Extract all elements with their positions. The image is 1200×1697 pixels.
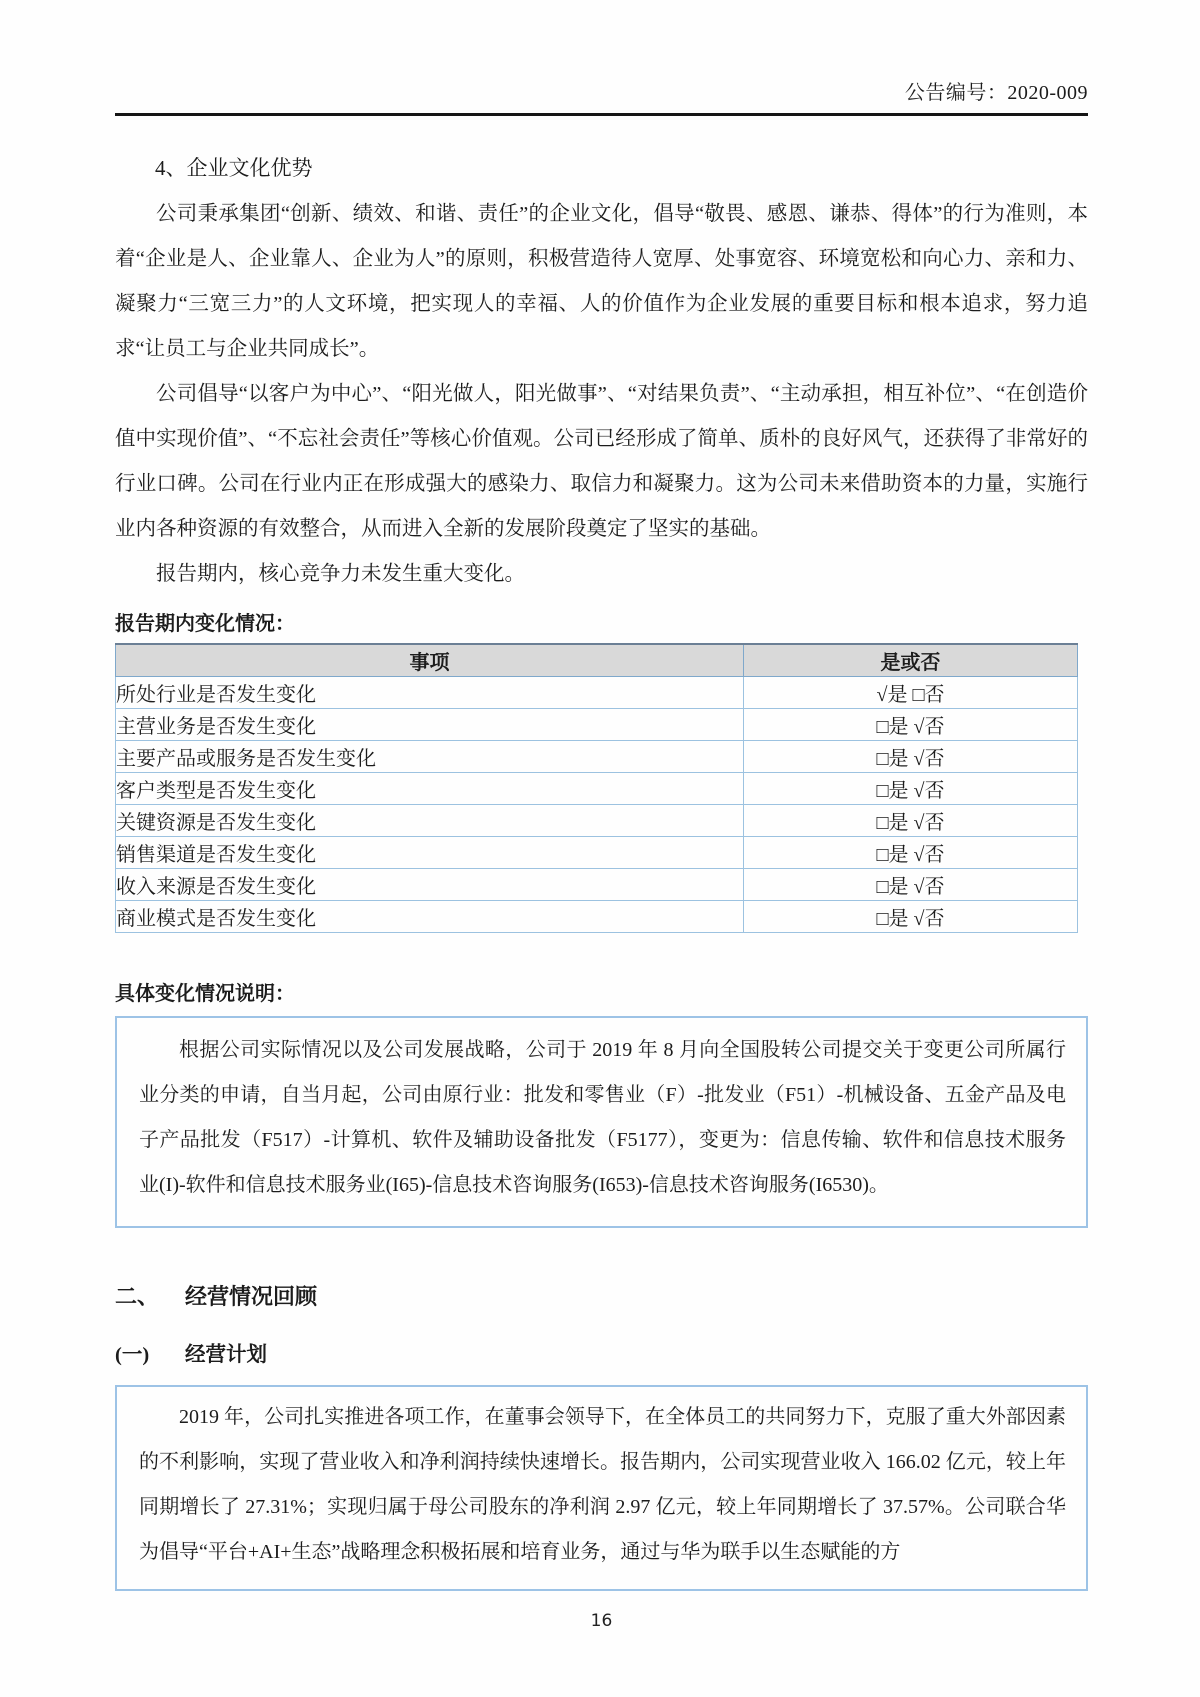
table-row	[116, 741, 1078, 773]
row-item-key-resources: 关键资源是否发生变化	[116, 805, 744, 837]
row-answer-products: □是 √否	[744, 741, 1078, 773]
paragraph-core-competence: 报告期内，核心竞争力未发生重大变化。	[156, 563, 525, 585]
header-divider	[115, 113, 1088, 116]
subsection-numeral: (一)	[115, 1344, 150, 1366]
table-row	[116, 677, 1078, 709]
paragraph-culture-2: 公司倡导“以客户为中心”、“阳光做人，阳光做事”、“对结果负责”、“主动承担，相互补位”、“在创造价值中实现价值”、“不忘社会责任”等核心价值观。公司已经形成了简单、质朴的良好风气，还获得了非常好的行业口碑。公司在行业内正在形成强大的感染力、取信力和凝聚力。这为公司未来借助资本的力量，实施行业内各种资源的有效整合，从而进入全新的发展阶段奠定了坚实的基础。	[115, 383, 1088, 540]
table-row	[116, 869, 1078, 901]
table-row	[116, 773, 1078, 805]
row-item-sales-channel: 销售渠道是否发生变化	[116, 837, 744, 869]
business-plan-box	[115, 1385, 1088, 1591]
row-item-products: 主要产品或服务是否发生变化	[116, 741, 744, 773]
detail-note-text: 根据公司实际情况以及公司发展战略，公司于 2019 年 8 月向全国股转公司提交关于变更公司所属行业分类的申请，自当月起，公司由原行业：批发和零售业（F）-批发业（F51）-机械设备、五金产品及电子产品批发（F517）-计算机、软件及辅助设备批发（F5177），变更为：信息传输、软件和信息技术服务业(I)-软件和信息技术服务业(I65)-信息技术咨询服务(I653)-信息技术咨询服务(I6530)。	[139, 1039, 1066, 1196]
section-heading-corporate-culture: 4、企业文化优势	[155, 156, 313, 180]
section-title: 经营情况回顾	[185, 1284, 318, 1309]
section-numeral: 二、	[115, 1284, 160, 1309]
row-answer-key-resources: □是 √否	[744, 805, 1078, 837]
column-header-item: 事项	[116, 644, 744, 677]
business-plan-text: 2019 年，公司扎实推进各项工作，在董事会领导下，在全体员工的共同努力下，克服了重大外部因素的不利影响，实现了营业收入和净利润持续快速增长。报告期内，公司实现营业收入 166.02 亿元，较上年同期增长了 27.31%；实现归属于母公司股东的净利润 2.97 亿元，较上年同期增长了 37.57%。公司联合华为倡导“平台+AI+生态”战略理念积极拓展和培育业务，通过与华为联手以生态赋能的方	[139, 1406, 1066, 1563]
row-answer-revenue-source: □是 √否	[744, 869, 1078, 901]
change-status-table	[115, 643, 1078, 933]
change-table-label: 报告期内变化情况：	[115, 613, 295, 635]
row-answer-sales-channel: □是 √否	[744, 837, 1078, 869]
row-item-business-model: 商业模式是否发生变化	[116, 901, 744, 933]
page-number: 16	[590, 1611, 613, 1631]
subsection-heading-business-plan	[115, 1337, 1088, 1367]
subsection-title: 经营计划	[185, 1344, 267, 1366]
row-answer-customer-type: □是 √否	[744, 773, 1078, 805]
column-header-yes-no: 是或否	[744, 644, 1078, 677]
row-item-revenue-source: 收入来源是否发生变化	[116, 869, 744, 901]
row-answer-main-business: □是 √否	[744, 709, 1078, 741]
row-item-main-business: 主营业务是否发生变化	[116, 709, 744, 741]
table-row	[116, 837, 1078, 869]
row-item-industry: 所处行业是否发生变化	[116, 677, 744, 709]
row-answer-business-model: □是 √否	[744, 901, 1078, 933]
table-row	[116, 901, 1078, 933]
announcement-number: 公告编号：2020-009	[904, 82, 1088, 104]
detail-note-box	[115, 1016, 1088, 1228]
detail-note-label: 具体变化情况说明：	[115, 983, 295, 1005]
table-row	[116, 709, 1078, 741]
table-row	[116, 805, 1078, 837]
row-item-customer-type: 客户类型是否发生变化	[116, 773, 744, 805]
section-heading-business-review	[115, 1280, 1088, 1311]
table-header-row	[116, 644, 1078, 677]
row-answer-industry: √是 □否	[744, 677, 1078, 709]
paragraph-culture-1: 公司秉承集团“创新、绩效、和谐、责任”的企业文化，倡导“敬畏、感恩、谦恭、得体”的行为准则，本着“企业是人、企业靠人、企业为人”的原则，积极营造待人宽厚、处事宽容、环境宽松和向心力、亲和力、凝聚力“三宽三力”的人文环境，把实现人的幸福、人的价值作为企业发展的重要目标和根本追求，努力追求“让员工与企业共同成长”。	[115, 203, 1088, 360]
